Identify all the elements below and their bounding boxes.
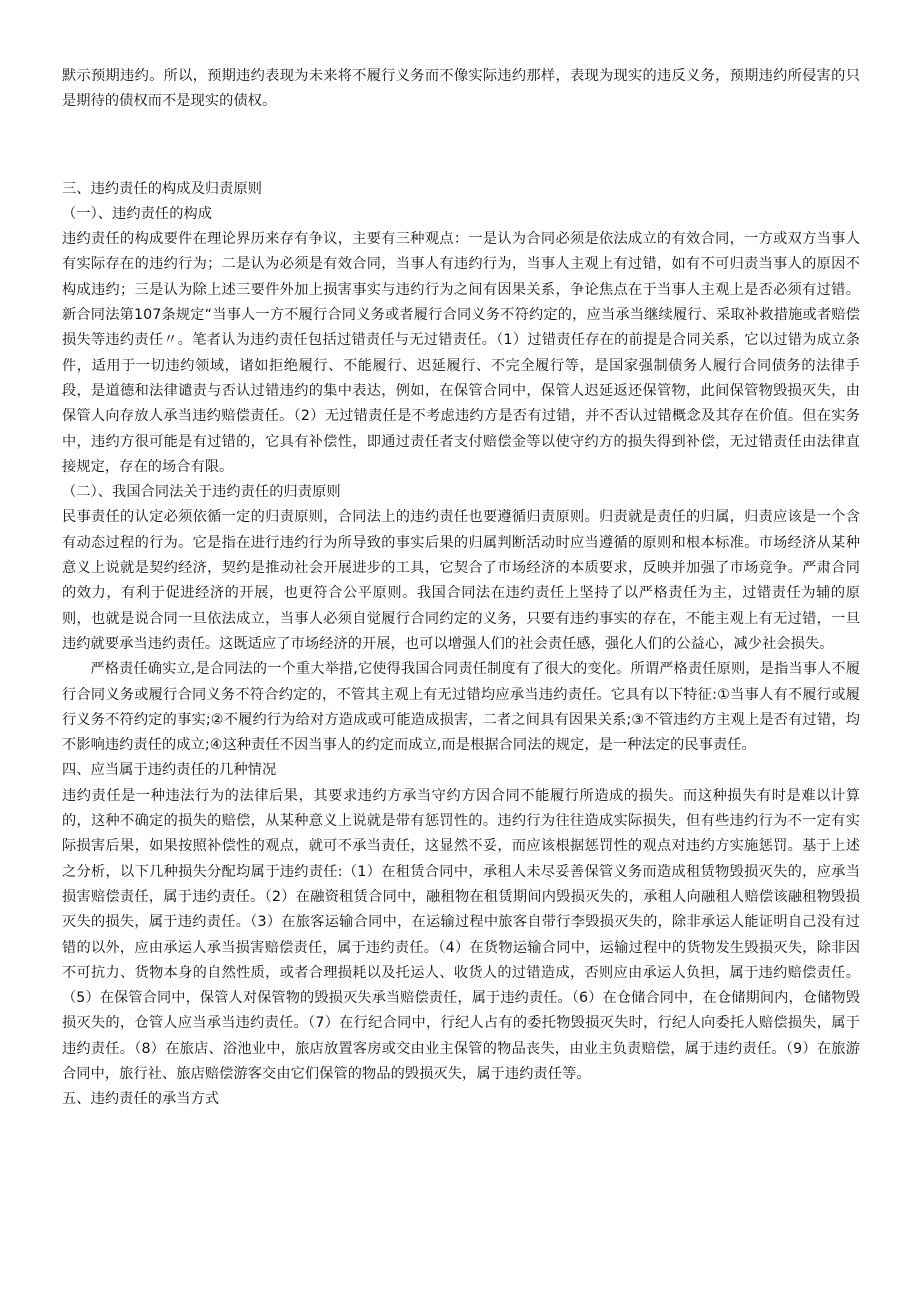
section3-title: 三、违约责任的构成及归责原则 [62, 180, 263, 197]
section3-sub2-paragraph1: 民事责任的认定必须依循一定的归责原则，合同法上的违约责任也要遵循归责原则。归责就是责任的归属，归责应该是一个含有动态过程的行为。它是指在进行违约行为所导致的事实后果的归属判断活动时应当遵循的原则和根本标准。市场经济从某种意义上说就是契约经济，契约是推动社会开展进步的工具，它契合了市场经济的本质要求，反映并加强了市场竞争。严肃合同的效力，有利于促进经济的开展，也更符合公平原则。我国合同法在违约责任上坚持了以严格责任为主，过错责任为辅的原则，也就是说合同一旦依法成立，当事人必须自觉履行合同约定的义务，只要有违约事实的存在，不能主观上有无过错，一旦违约就要承当违约责任。这既适应了市场经济的开展，也可以增强人们的社会责任感，强化人们的公益心，减少社会损失。 [62, 509, 860, 652]
section3-sub1-paragraph: 违约责任的构成要件在理论界历来存有争议，主要有三种观点：一是认为合同必须是依法成立的有效合同，一方或双方当事人有实际存在的违约行为；二是认为必须是有效合同，当事人有违约行为，当事人主观上有过错，如有不可归责当事人的原因不构成违约；三是认为除上述三要件外加上损害事实与违约行为之间有因果关系，争论焦点在于当事人主观上是否必须有过错。新合同法第107条规定“当事人一方不履行合同义务或者履行合同义务不符约定的，应当承当继续履行、采取补救措施或者赔偿损失等违约责任〃。笔者认为违约责任包括过错责任与无过错责任。（1）过错责任存在的前提是合同关系，它以过错为成立条件，适用于一切违约领域，诸如拒绝履行、不能履行、迟延履行、不完全履行等，是国家强制债务人履行合同债务的法律手段，是道德和法律谴责与否认过错违约的集中表达，例如，在保管合同中，保管人迟延返还保管物，此间保管物毁损灭失，由保管人向存放人承当违约赔偿责任。（2）无过错责任是不考虑违约方是否有过错，并不否认过错概念及其存在价值。但在实务中，违约方很可能是有过错的，它具有补偿性，即通过责任者支付赔偿金等以使守约方的损失得到补偿，无过错责任由法律直接规定，存在的场合有限。 [62, 231, 860, 475]
intro-paragraph: 默示预期违约。所以，预期违约表现为未来将不履行义务而不像实际违约那样，表现为现实的违反义务，预期违约所侵害的只是期待的债权而不是现实的债权。 [62, 68, 860, 110]
section5-title: 五、违约责任的承当方式 [62, 1091, 220, 1108]
section3-sub2-paragraph2: 严格责任确实立,是合同法的一个重大举措,它使得我国合同责任制度有了很大的变化。所谓严格责任原则，是指当事人不履行合同义务或履行合同义务不符合约定的，不管其主观上有无过错均应承当违约责任。它具有以下特征:①当事人有不履行或履行义务不符约定的事实;②不履约行为给对方造成或可能造成损害，二者之间具有因果关系;③不管违约方主观上是否有过错，均不影响违约责任的成立;④这种责任不因当事人的约定而成立,而是根据合同法的规定，是一种法定的民事责任。 [62, 661, 860, 754]
section3-sub2-title: （二）、我国合同法关于违约责任的归责原则 [62, 484, 341, 501]
section3-sub1-title: （一）、违约责任的构成 [62, 205, 213, 222]
document-page [62, 64, 860, 1113]
section-gap [62, 115, 860, 177]
section4-paragraph: 违约责任是一种违法行为的法律后果，其要求违约方承当守约方因合同不能履行所造成的损失。而这种损失有时是难以计算的，这种不确定的损失的赔偿，从某种意义上说就是带有惩罚性的。违约行为往往造成实际损失，但有些违约行为不一定有实际损害后果，如果按照补偿性的观点，就可不承当责任，这显然不妥，而应该根据惩罚性的观点对违约方实施惩罚。基于上述之分析，以下几种损失分配均属于违约责任:（1）在租赁合同中，承租人未尽妥善保管义务而造成租赁物毁损灭失的，应承当损害赔偿责任，属于违约责任。（2）在融资租赁合同中，融租物在租赁期间内毁损灭失的，承租人向融租人赔偿该融租物毁损灭失的损失，属于违约责任。（3）在旅客运输合同中，在运输过程中旅客自带行李毁损灭失的，除非承运人能证明自己没有过错的以外，应由承运人承当损害赔偿责任，属于违约责任。（4）在货物运输合同中，运输过程中的货物发生毁损灭失，除非因不可抗力、货物本身的自然性质，或者合理损耗以及托运人、收货人的过错造成，否则应由承运人负担，属于违约赔偿责任。（5）在保管合同中，保管人对保管物的毁损灭失承当赔偿责任，属于违约责任。（6）在仓储合同中，在仓储期间内，仓储物毁损灭失的，仓管人应当承当违约责任。（7）在行纪合同中，行纪人占有的委托物毁损灭失时，行纪人向委托人赔偿损失，属于违约责任。（8）在旅店、浴池业中，旅店放置客房或交由业主保管的物品丧失，由业主负责赔偿，属于违约责任。（9）在旅游合同中，旅行社、旅店赔偿游客交由它们保管的物品的毁损灭失，属于违约责任等。 [62, 787, 860, 1082]
section4-title: 四、应当属于违约责任的几种情况 [62, 762, 277, 779]
